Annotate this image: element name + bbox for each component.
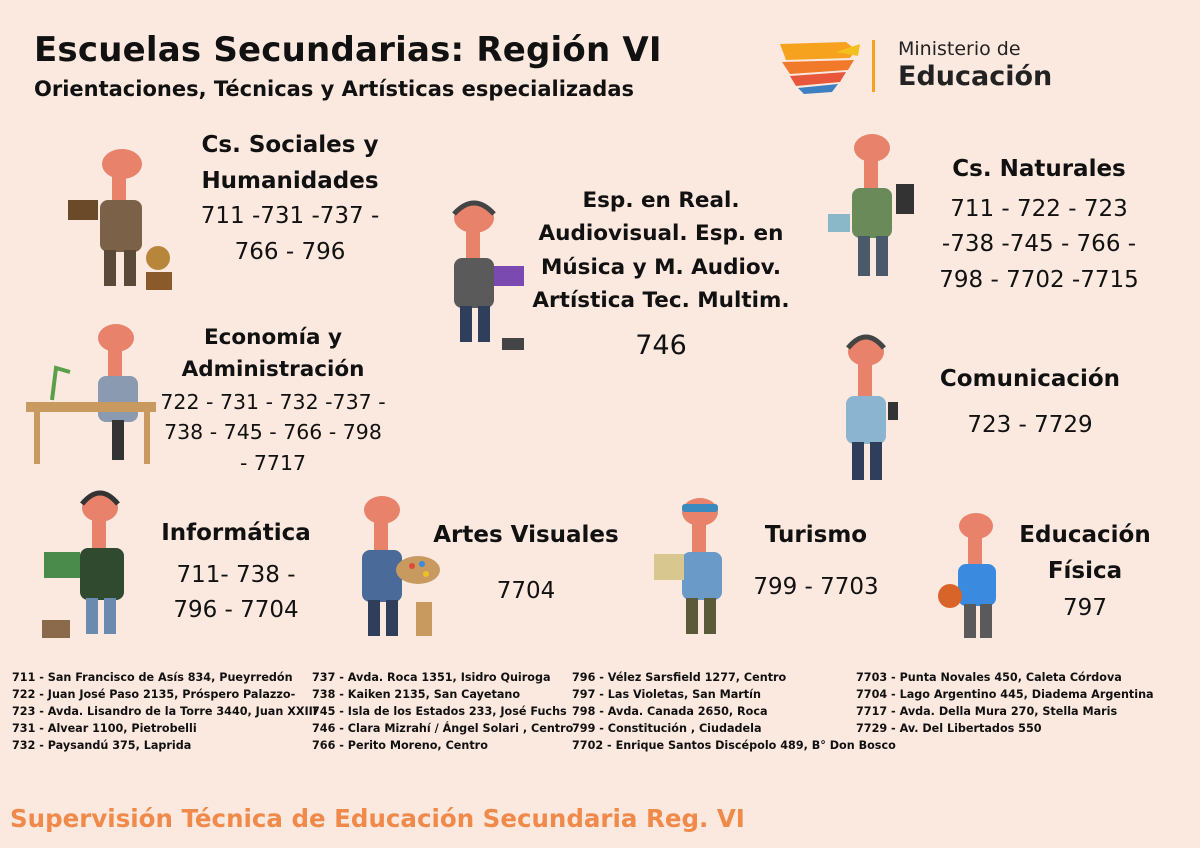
- address-item: 737 - Avda. Roca 1351, Isidro Quiroga: [312, 671, 551, 684]
- category-title-line: Audiovisual. Esp. en: [538, 221, 784, 247]
- category-codes-line: 711 -731 -737 -: [200, 203, 380, 230]
- address-column-3: [572, 669, 896, 754]
- category-artes: [426, 518, 626, 609]
- category-codes-line: 7704: [496, 577, 556, 604]
- category-title-line: Comunicación: [939, 366, 1121, 392]
- dino-audiovisual-illustration: [430, 196, 530, 356]
- category-title-line: Cs. Naturales: [952, 156, 1126, 182]
- category-title-line: Artística Tec. Multim.: [532, 287, 790, 313]
- category-codes-line: 798 - 7702 -7715: [939, 266, 1139, 293]
- address-item: 723 - Avda. Lisandro de la Torre 3440, Juan XXIII: [12, 705, 317, 718]
- category-audiovisual: [528, 184, 794, 367]
- category-codes-line: 738 - 745 - 766 - 798: [164, 420, 382, 445]
- address-item: 7703 - Punta Novales 450, Caleta Córdova: [856, 671, 1122, 684]
- category-codes-line: 796 - 7704: [173, 597, 299, 624]
- address-item: 766 - Perito Moreno, Centro: [312, 739, 488, 752]
- ministry-logo-icon: [776, 38, 886, 96]
- category-comunicacion: [920, 362, 1140, 443]
- category-codes-line: -738 -745 - 766 -: [941, 231, 1137, 258]
- footer-text: Supervisión Técnica de Educación Secundaria Reg. VI: [10, 804, 745, 833]
- address-item: 7717 - Avda. Della Mura 270, Stella Maris: [856, 705, 1118, 718]
- category-codes-line: 746: [635, 330, 687, 362]
- address-item: 797 - Las Violetas, San Martín: [572, 688, 761, 701]
- address-item: 7702 - Enrique Santos Discépolo 489, B° Don Bosco: [572, 739, 896, 752]
- logo-line1: Ministerio de: [898, 38, 1021, 60]
- category-title-line: Física: [1047, 557, 1123, 584]
- dino-tourist-illustration: [652, 490, 738, 644]
- address-item: 7704 - Lago Argentino 445, Diadema Argentina: [856, 688, 1154, 701]
- category-educacion-fisica: [1010, 518, 1160, 627]
- category-codes-line: 711 - 722 - 723: [950, 195, 1128, 222]
- category-codes-line: 711- 738 -: [176, 561, 296, 588]
- category-informatica: [154, 516, 318, 629]
- category-turismo: [746, 518, 886, 605]
- page-subtitle: Orientaciones, Técnicas y Artísticas especializadas: [34, 77, 635, 101]
- category-codes-line: 723 - 7729: [967, 411, 1093, 438]
- address-column-4: [856, 669, 1154, 737]
- category-title-line: Informática: [161, 520, 311, 546]
- dino-communication-illustration: [826, 330, 906, 490]
- category-codes-line: 797: [1063, 595, 1107, 622]
- address-item: 798 - Avda. Canada 2650, Roca: [572, 705, 768, 718]
- category-codes-line: 766 - 796: [234, 238, 346, 265]
- address-item: 732 - Paysandú 375, Laprida: [12, 739, 192, 752]
- logo-line2: Educación: [898, 61, 1053, 92]
- category-sociales: [170, 128, 410, 271]
- category-title-line: Artes Visuales: [433, 522, 619, 548]
- category-title-line: Educación: [1019, 522, 1151, 548]
- address-item: 796 - Vélez Sarsfield 1277, Centro: [572, 671, 787, 684]
- address-item: 731 - Alvear 1100, Pietrobelli: [12, 722, 197, 735]
- category-title-line: Turismo: [764, 522, 868, 548]
- address-column-2: [312, 669, 573, 754]
- dino-athlete-illustration: [936, 506, 1012, 646]
- category-codes-line: 722 - 731 - 732 -737 -: [160, 389, 386, 414]
- address-item: 738 - Kaiken 2135, San Cayetano: [312, 688, 521, 701]
- category-title-line: Esp. en Real.: [582, 188, 740, 213]
- address-item: 722 - Juan José Paso 2135, Próspero Palazzo-: [12, 688, 296, 701]
- dino-desk-illustration: [26, 316, 160, 468]
- page-title: Escuelas Secundarias: Región VI: [34, 30, 662, 70]
- dino-teacher-illustration: [60, 140, 180, 298]
- category-title-line: Música y M. Audiov.: [540, 254, 782, 280]
- category-title-line: Administración: [181, 357, 365, 383]
- dino-scientist-illustration: [824, 128, 920, 284]
- address-item: 799 - Constitución , Ciudadela: [572, 722, 762, 735]
- category-codes-line: - 7717: [239, 451, 307, 475]
- category-title-line: Economía y: [203, 325, 343, 350]
- category-naturales: [918, 152, 1160, 299]
- dino-computer-illustration: [40, 488, 160, 644]
- category-codes-line: 799 - 7703: [753, 573, 879, 600]
- address-item: 7729 - Av. Del Libertados 550: [856, 722, 1042, 735]
- category-economia: [150, 322, 396, 479]
- category-title-line: Humanidades: [201, 167, 379, 194]
- category-title-line: Cs. Sociales y: [201, 132, 379, 158]
- address-item: 746 - Clara Mizrahí / Ángel Solari , Centro: [312, 722, 574, 735]
- address-column-1: [12, 669, 317, 754]
- address-item: 745 - Isla de los Estados 233, José Fuchs: [312, 705, 567, 718]
- address-item: 711 - San Francisco de Asís 834, Pueyrredón: [12, 671, 293, 684]
